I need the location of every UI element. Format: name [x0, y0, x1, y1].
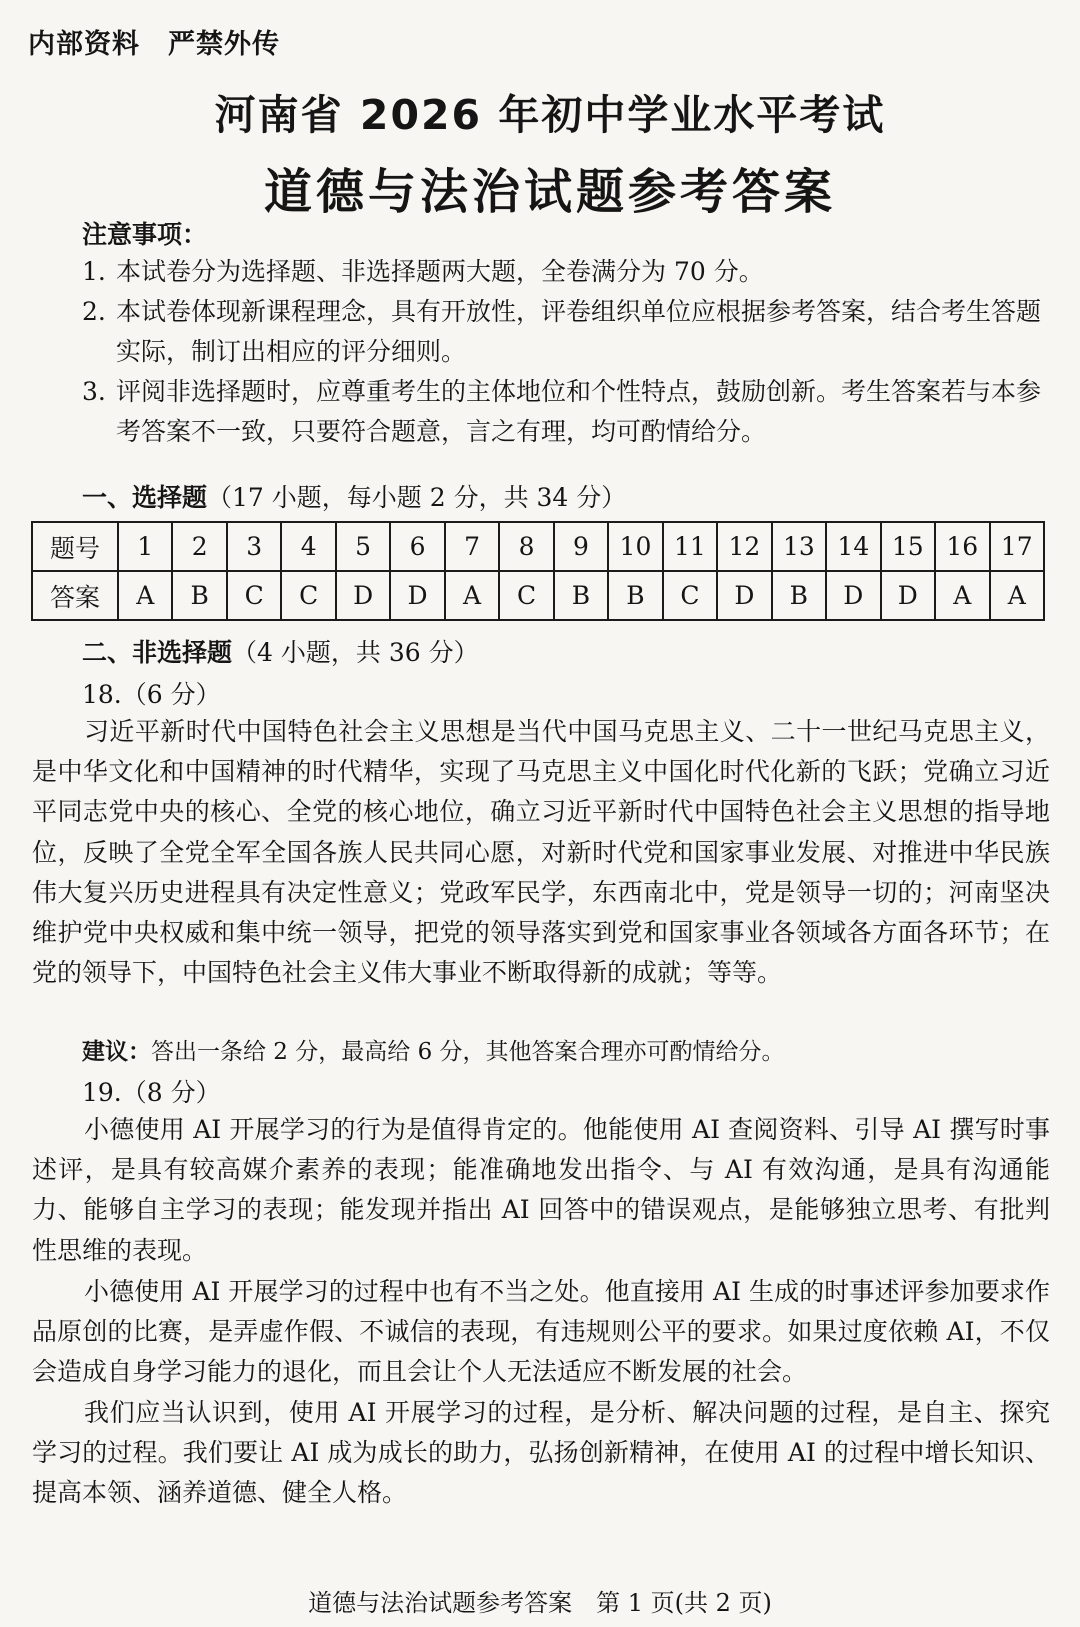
- section-detail: （4 小题，共 36 分）: [232, 638, 479, 667]
- exam-title: 河南省 2026 年初中学业水平考试: [214, 91, 886, 139]
- note-text: 本试卷分为选择题、非选择题两大题，全卷满分为 70 分。: [116, 257, 764, 286]
- answer-cell: C: [663, 571, 717, 620]
- answer-cell: D: [717, 571, 771, 620]
- answer-cell: C: [281, 571, 335, 620]
- answer-cell: D: [336, 571, 390, 620]
- answer-cell: A: [935, 571, 989, 620]
- question-number-cell: 9: [554, 522, 608, 571]
- note-item: [82, 292, 1050, 372]
- question-number-cell: 10: [608, 522, 662, 571]
- note-number: 2.: [82, 297, 106, 326]
- note-text: 本试卷体现新课程理念，具有开放性，评卷组织单位应根据参考答案，结合考生答题实际，制订出相应的评分细则。: [116, 297, 1042, 366]
- note-item: [82, 372, 1050, 452]
- answer-cell: C: [499, 571, 553, 620]
- answer-row: [32, 571, 1044, 620]
- answer-cell: B: [172, 571, 226, 620]
- question-number-cell: 14: [826, 522, 880, 571]
- answer-cell: A: [118, 571, 172, 620]
- question-number-cell: 6: [390, 522, 444, 571]
- notes-heading: 注意事项：: [82, 220, 208, 249]
- section-title: 二、非选择题: [82, 638, 233, 667]
- note-number: 1.: [82, 257, 106, 286]
- page-footer: 道德与法治试题参考答案 第 1 页(共 2 页): [308, 1589, 772, 1617]
- answer-cell: B: [608, 571, 662, 620]
- answer-cell: D: [390, 571, 444, 620]
- answer-table: [31, 521, 1045, 621]
- answer-cell: A: [990, 571, 1045, 620]
- question-number-cell: 11: [663, 522, 717, 571]
- confidential-label: 内部资料 严禁外传: [28, 29, 280, 60]
- question-number-cell: 7: [445, 522, 499, 571]
- section-title: 一、选择题: [82, 483, 208, 512]
- question-18-label: 18.（6 分）: [82, 680, 221, 709]
- question-number-row: [32, 522, 1044, 571]
- question-number-cell: 8: [499, 522, 553, 571]
- question-18-answer: 习近平新时代中国特色社会主义思想是当代中国马克思主义、二十一世纪马克思主义，是中华文化和中国精神的时代精华，实现了马克思主义中国化时代化新的飞跃；党确立习近平同志党中央的核心、全党的核心地位，确立习近平新时代中国特色社会主义思想的指导地位，反映了全党全军全国各族人民共同心愿，对新时代党和国家事业发展、对推进中华民族伟大复兴历史进程具有决定性意义；党政军民学，东西南北中，党是领导一切的；河南坚决维护党中央权威和集中统一领导，把党的领导落实到党和国家事业各领域各方面各环节；在党的领导下，中国特色社会主义伟大事业不断取得新的成就；等等。: [32, 717, 1050, 988]
- answer-cell: B: [772, 571, 826, 620]
- question-number-cell: 5: [336, 522, 390, 571]
- question-number-cell: 15: [881, 522, 935, 571]
- answer-cell: B: [554, 571, 608, 620]
- section-two-heading: [82, 633, 479, 669]
- advice-heading: 建议：: [82, 1039, 151, 1065]
- row-label: 答案: [32, 571, 118, 620]
- question-number-cell: 13: [772, 522, 826, 571]
- question-number-cell: 3: [227, 522, 281, 571]
- question-19-paragraph: 我们应当认识到，使用 AI 开展学习的过程，是分析、解决问题的过程，是自主、探究学习的过程。我们要让 AI 成为成长的助力，弘扬创新精神，在使用 AI 的过程中增长知识、提高本领、涵养道德、健全人格。: [32, 1398, 1050, 1508]
- section-detail: （17 小题，每小题 2 分，共 34 分）: [207, 483, 627, 512]
- question-number-cell: 2: [172, 522, 226, 571]
- scoring-advice: [82, 1033, 785, 1066]
- row-label: 题号: [32, 522, 118, 571]
- note-number: 3.: [82, 377, 106, 406]
- document-title: 道德与法治试题参考答案: [263, 164, 836, 220]
- question-19-label: 19.（8 分）: [82, 1078, 221, 1107]
- question-19-paragraph: 小德使用 AI 开展学习的过程中也有不当之处。他直接用 AI 生成的时事述评参加要求作品原创的比赛，是弄虚作假、不诚信的表现，有违规则公平的要求。如果过度依赖 AI，不仅会造成自身学习能力的退化，而且会让个人无法适应不断发展的社会。: [32, 1277, 1050, 1387]
- question-number-cell: 1: [118, 522, 172, 571]
- note-text: 评阅非选择题时，应尊重考生的主体地位和个性特点，鼓励创新。考生答案若与本参考答案不一致，只要符合题意，言之有理，均可酌情给分。: [116, 377, 1042, 446]
- advice-text: 答出一条给 2 分，最高给 6 分，其他答案合理亦可酌情给分。: [151, 1039, 785, 1065]
- answer-cell: D: [881, 571, 935, 620]
- answer-cell: D: [826, 571, 880, 620]
- question-number-cell: 16: [935, 522, 989, 571]
- question-number-cell: 4: [281, 522, 335, 571]
- section-one-heading: [82, 478, 626, 514]
- answer-cell: A: [445, 571, 499, 620]
- question-19-paragraph: 小德使用 AI 开展学习的行为是值得肯定的。他能使用 AI 查阅资料、引导 AI 撰写时事述评，是具有较高媒介素养的表现；能准确地发出指令、与 AI 有效沟通，是具有沟通能力、能够自主学习的表现；能发现并指出 AI 回答中的错误观点，是能够独立思考、有批判性思维的表现。: [32, 1115, 1050, 1265]
- question-number-cell: 12: [717, 522, 771, 571]
- question-number-cell: 17: [990, 522, 1045, 571]
- note-item: [82, 252, 1050, 292]
- answer-cell: C: [227, 571, 281, 620]
